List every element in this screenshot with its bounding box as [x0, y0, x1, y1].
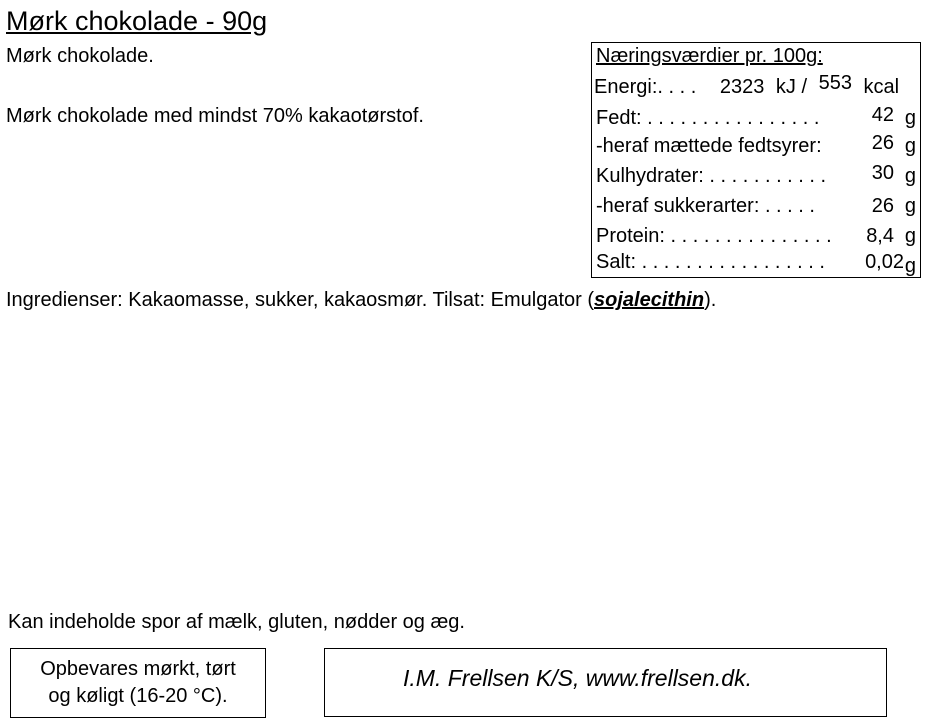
nutrition-unit: g — [904, 255, 916, 277]
nutrition-value: 42 — [871, 104, 894, 126]
nutrition-row-protein — [594, 225, 918, 251]
nutrition-row-saturated-fat — [594, 132, 918, 161]
nutrition-label: -heraf sukkerarter: . . . . . — [596, 195, 815, 217]
ingredients-suffix: ). — [704, 289, 717, 311]
product-subtitle: Mørk chokolade. — [6, 45, 154, 67]
nutrition-energy-row — [594, 72, 900, 99]
nutrition-unit: g — [904, 165, 916, 187]
energy-kcal-unit: kcal — [863, 76, 900, 98]
nutrition-table — [591, 42, 921, 278]
nutrition-label: Fedt: . . . . . . . . . . . . . . . . — [596, 107, 820, 129]
nutrition-value: 26 — [871, 195, 894, 217]
nutrition-label: -heraf mættede fedtsyrer: — [596, 135, 822, 157]
nutrition-unit: g — [904, 195, 916, 217]
storage-line-2: og køligt (16-20 °C). — [48, 685, 228, 707]
producer-text: I.M. Frellsen K/S, www.frellsen.dk. — [403, 665, 752, 691]
energy-kj-unit: kJ / — [775, 76, 808, 98]
product-title: Mørk chokolade - 90g — [6, 6, 268, 36]
allergy-note: Kan indeholde spor af mælk, gluten, nødder og æg. — [8, 611, 465, 633]
nutrition-value: 30 — [871, 162, 894, 184]
nutrition-label: Kulhydrater: . . . . . . . . . . . — [596, 165, 827, 187]
energy-label: Energi:. . . . — [594, 76, 697, 98]
nutrition-unit: g — [904, 225, 916, 247]
nutrition-unit: g — [904, 135, 916, 157]
producer-box — [324, 648, 887, 717]
nutrition-row-fat — [594, 104, 918, 133]
ingredients-text — [6, 288, 716, 312]
nutrition-value: 0,02 — [865, 251, 904, 273]
allergen-soy: sojalecithin — [594, 289, 705, 311]
energy-kcal-value: 553 — [818, 72, 852, 94]
nutrition-header: Næringsværdier pr. 100g: — [596, 45, 823, 67]
nutrition-label: Protein: . . . . . . . . . . . . . . . — [596, 225, 832, 247]
product-description: Mørk chokolade med mindst 70% kakaotørstof. — [6, 105, 424, 127]
energy-kj-value: 2323 — [719, 76, 765, 98]
nutrition-value: 8,4 — [866, 225, 894, 247]
ingredients-prefix: Ingredienser: Kakaomasse, sukker, kakaosmør. Tilsat: Emulgator ( — [6, 289, 595, 311]
storage-line-1: Opbevares mørkt, tørt — [40, 658, 236, 680]
nutrition-row-sugars — [594, 195, 918, 221]
storage-box — [10, 648, 266, 718]
nutrition-value: 26 — [871, 132, 894, 154]
nutrition-row-carbohydrates — [594, 162, 918, 191]
nutrition-row-salt — [594, 251, 918, 277]
nutrition-label: Salt: . . . . . . . . . . . . . . . . . — [596, 251, 825, 273]
nutrition-unit: g — [904, 107, 916, 129]
